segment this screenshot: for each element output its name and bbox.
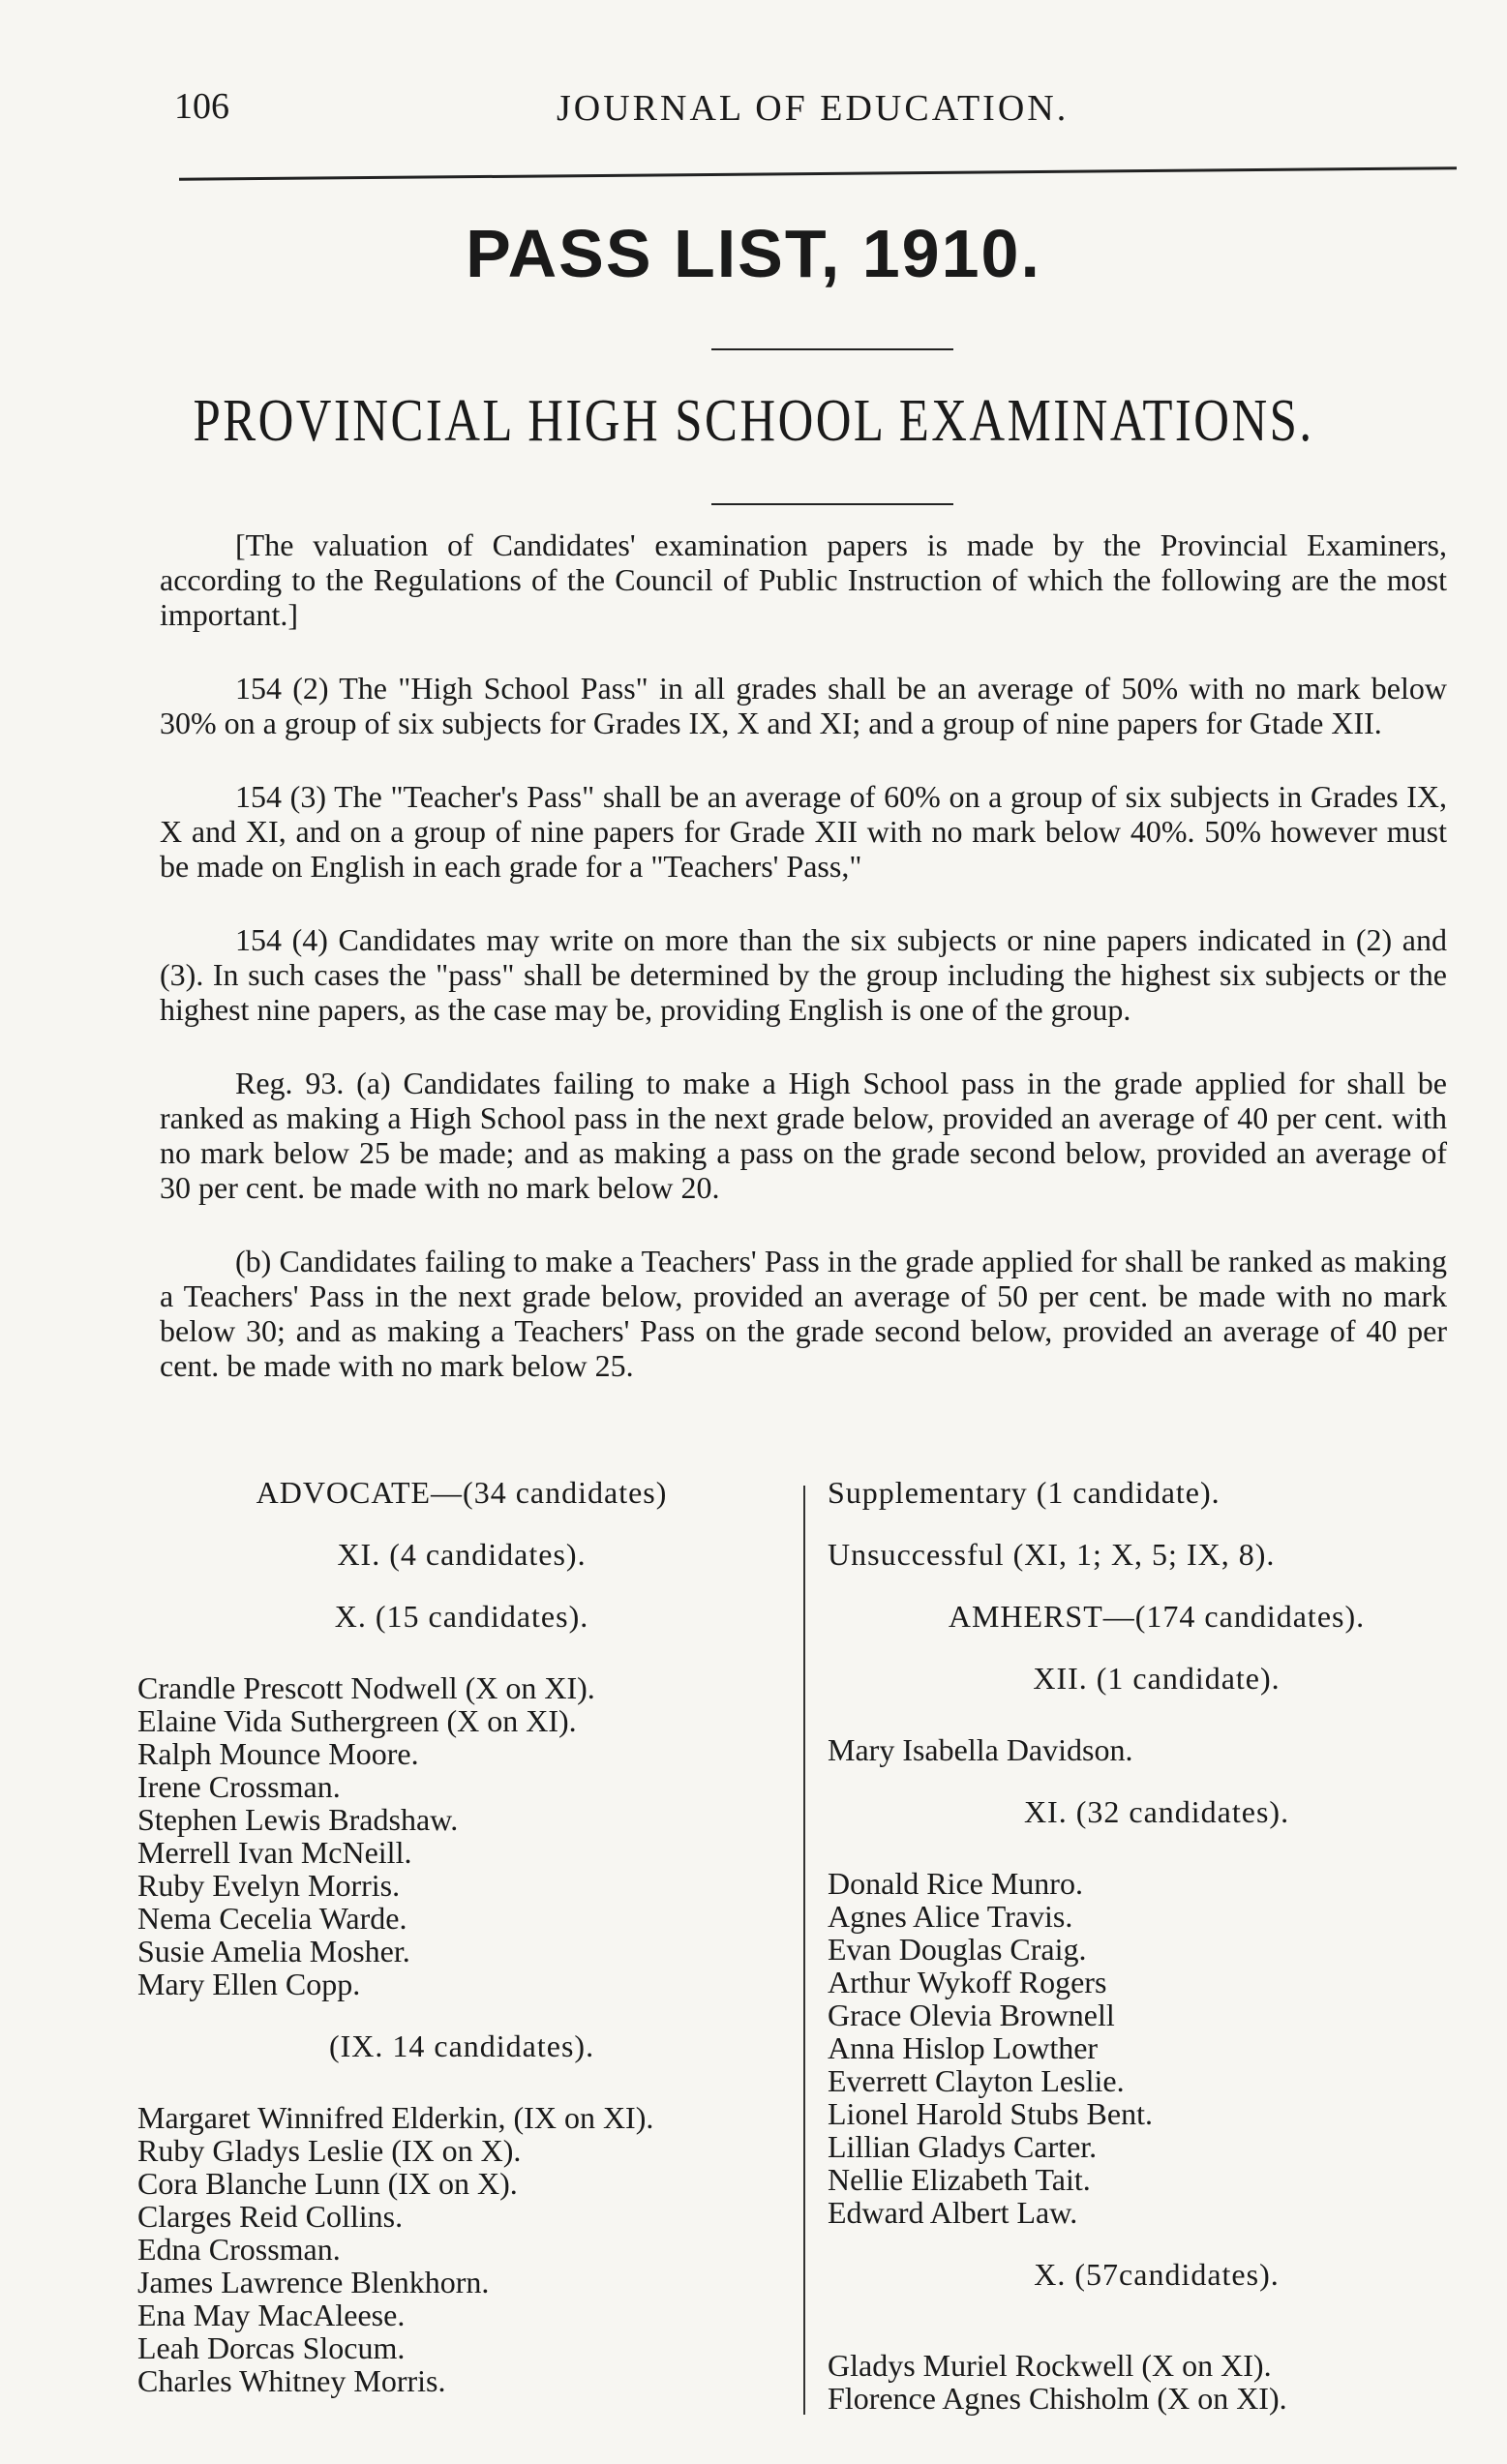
list-item: Merrell Ivan McNeill. [137, 1835, 412, 1870]
title-rule [711, 348, 953, 350]
list-item: Edward Albert Law. [828, 2195, 1078, 2230]
unsuccessful-line: Unsuccessful (XI, 1; X, 5; IX, 8). [828, 1537, 1276, 1572]
list-item: James Lawrence Blenkhorn. [137, 2265, 490, 2299]
list-item: Charles Whitney Morris. [137, 2363, 446, 2398]
county-heading-amherst: AMHERST—(174 candidates). [948, 1599, 1366, 1634]
list-item: Margaret Winnifred Elderkin, (IX on XI). [137, 2100, 654, 2135]
list-item: Lillian Gladys Carter. [828, 2129, 1098, 2164]
list-item: Nema Cecelia Warde. [137, 1901, 407, 1936]
list-item: Irene Crossman. [137, 1769, 341, 1804]
list-item: Crandle Prescott Nodwell (X on XI). [137, 1670, 595, 1705]
page-number: 106 [174, 86, 229, 127]
grade-heading-ix: (IX. 14 candidates). [328, 2028, 595, 2063]
county-heading-advocate: ADVOCATE—(34 candidates) [256, 1475, 668, 1510]
grade-heading-xi: XI. (4 candidates). [337, 1537, 587, 1572]
list-item: Ruby Evelyn Morris. [137, 1868, 401, 1903]
grade-heading-x: X. (57candidates). [1034, 2257, 1280, 2292]
left-column [137, 1476, 786, 2397]
header-rule [179, 166, 1457, 181]
regulations-text [160, 527, 1447, 1422]
list-item: Leah Dorcas Slocum. [137, 2330, 406, 2365]
grade-heading-xii: XII. (1 candidate). [1033, 1661, 1281, 1696]
list-item: Agnes Alice Travis. [828, 1899, 1073, 1934]
list-item: Arthur Wykoff Rogers [828, 1965, 1107, 1999]
list-item: Elaine Vida Suthergreen (X on XI). [137, 1703, 577, 1738]
list-item: Gladys Muriel Rockwell (X on XI). [828, 2348, 1272, 2383]
intro-paragraph: [The valuation of Candidates' examination papers is made by the Provincial Examiners, according to the Regulations of the Council of Public Instruction of which the following are the most important.] [160, 527, 1447, 632]
grade-heading-x: X. (15 candidates). [334, 1599, 589, 1634]
list-item: Ruby Gladys Leslie (IX on X). [137, 2133, 522, 2168]
list-item: Evan Douglas Craig. [828, 1932, 1087, 1967]
column-divider [803, 1486, 805, 2415]
regulation-93-a: Reg. 93. (a) Candidates failing to make a High School pass in the grade applied for shall be ranked as making a High School pass in the next grade below, provided an average of 40 per cent. with no mark below 25 be made; and as making a pass on the grade second below, provided an average of 30 per cent. be made with no mark below 20. [160, 1066, 1447, 1205]
list-item: Mary Ellen Copp. [137, 1967, 361, 2001]
list-item: Susie Amelia Mosher. [137, 1934, 410, 1968]
regulation-154-4: 154 (4) Candidates may write on more than the six subjects or nine papers indicated in (2) and (3). In such cases the "pass" shall be determined by the group including the highest six subjects or the highest nine papers, as the case may be, providing English is one of the group. [160, 922, 1447, 1027]
list-item: Edna Crossman. [137, 2232, 341, 2267]
list-item: Everrett Clayton Leslie. [828, 2063, 1125, 2098]
right-column [828, 1476, 1486, 2415]
regulation-154-2: 154 (2) The "High School Pass" in all grades shall be an average of 50% with no mark below 30% on a group of six subjects for Grades IX, X and XI; and a group of nine papers for Gtade XII. [160, 671, 1447, 740]
list-item: Florence Agnes Chisholm (X on XI). [828, 2381, 1287, 2416]
list-item: Lionel Harold Stubs Bent. [828, 2096, 1153, 2131]
supplementary-line: Supplementary (1 candidate). [828, 1475, 1221, 1510]
list-item: Grace Olevia Brownell [828, 1998, 1115, 2032]
grade-heading-xi: XI. (32 candidates). [1023, 1794, 1290, 1829]
list-item: Ena May MacAleese. [137, 2298, 406, 2332]
list-item: Mary Isabella Davidson. [828, 1732, 1133, 1767]
subtitle-rule [711, 503, 953, 505]
running-head [174, 85, 1449, 143]
section-subtitle: PROVINCIAL HIGH SCHOOL EXAMINATIONS. [193, 388, 1314, 454]
list-item: Clarges Reid Collins. [137, 2199, 404, 2234]
list-item: Stephen Lewis Bradshaw. [137, 1802, 459, 1837]
list-item: Donald Rice Munro. [828, 1866, 1083, 1901]
journal-title: JOURNAL OF EDUCATION. [557, 88, 1070, 129]
page-title: PASS LIST, 1910. [466, 216, 1041, 291]
regulation-93-b: (b) Candidates failing to make a Teachers' Pass in the grade applied for shall be ranked as making a Teachers' Pass in the next grade below, provided an average of 50 per cent. be made with no mark below 30; and as making a Teachers' Pass on the grade second below, provided an average of 40 per cent. be made with no mark below 25. [160, 1244, 1447, 1383]
list-item: Cora Blanche Lunn (IX on X). [137, 2166, 518, 2201]
regulation-154-3: 154 (3) The "Teacher's Pass" shall be an average of 60% on a group of six subjects in Grades IX, X and XI, and on a group of nine papers for Grade XII with no mark below 40%. 50% however must be made on English in each grade for a "Teachers' Pass," [160, 779, 1447, 884]
list-item: Anna Hislop Lowther [828, 2030, 1099, 2065]
list-item: Ralph Mounce Moore. [137, 1736, 419, 1771]
list-item: Nellie Elizabeth Tait. [828, 2162, 1091, 2197]
